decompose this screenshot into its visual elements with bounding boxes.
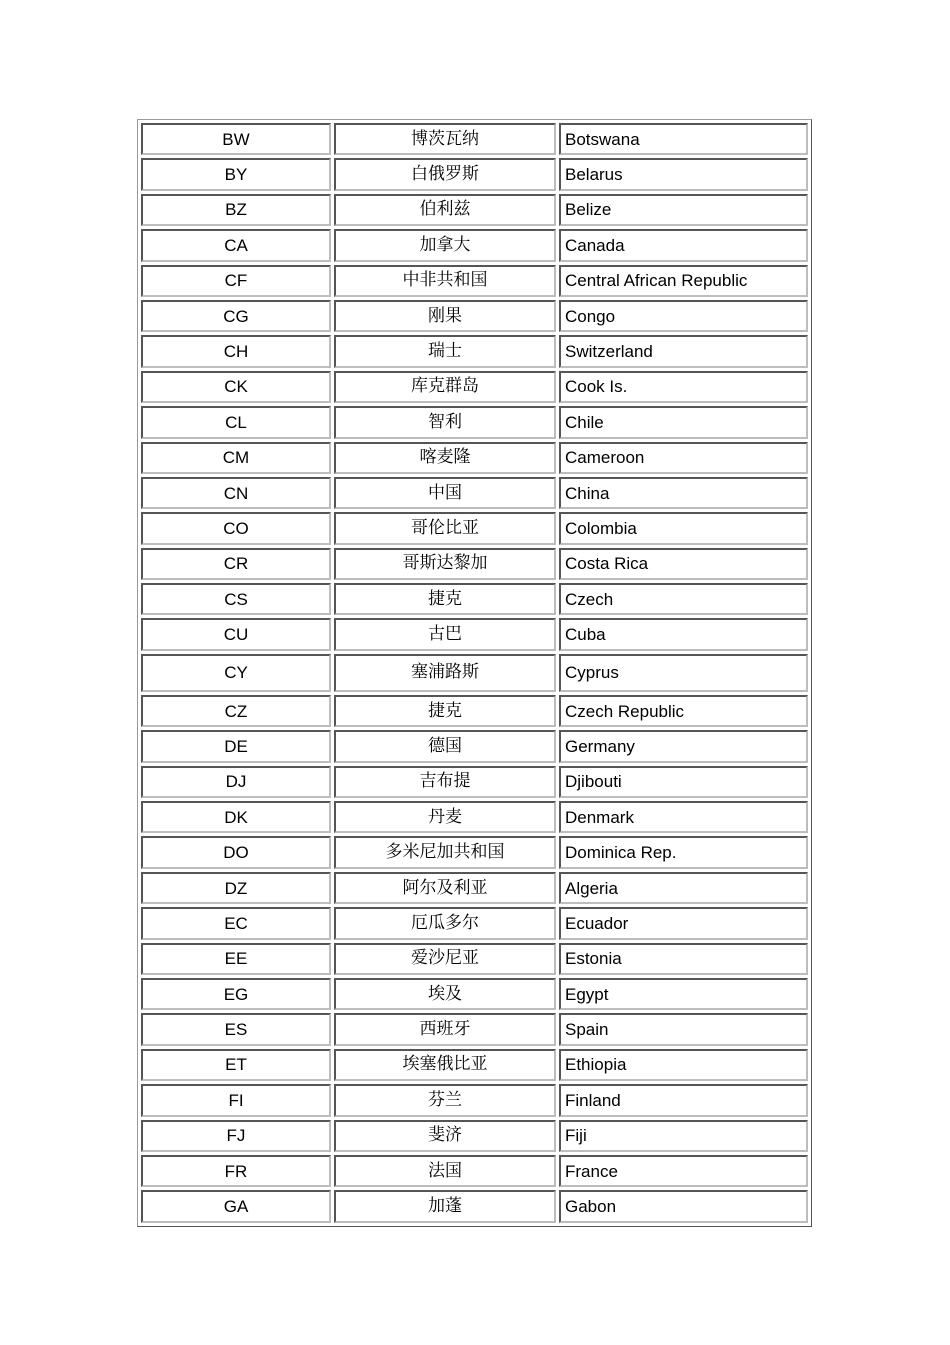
table-row [141,1155,808,1187]
chinese-name-cell: 哥斯达黎加 [334,548,556,580]
chinese-name-cell: 中国 [334,477,556,509]
english-name-cell: Costa Rica [559,548,808,580]
table-row [141,695,808,727]
table-row [141,1120,808,1152]
table-row [141,766,808,798]
table-row [141,907,808,939]
country-code-cell: BY [141,158,331,190]
english-name-cell: Algeria [559,872,808,904]
country-code-cell: FR [141,1155,331,1187]
table-body [141,123,808,1223]
english-name-cell: Ethiopia [559,1049,808,1081]
chinese-name-cell: 法国 [334,1155,556,1187]
table-row [141,836,808,868]
chinese-name-cell: 中非共和国 [334,265,556,297]
english-name-cell: Switzerland [559,335,808,367]
table-row [141,442,808,474]
chinese-name-cell: 库克群岛 [334,371,556,403]
table-row [141,512,808,544]
english-name-cell: Belize [559,194,808,226]
table-row [141,194,808,226]
table-row [141,477,808,509]
english-name-cell: Finland [559,1084,808,1116]
table-row [141,654,808,692]
table-row [141,730,808,762]
table-row [141,943,808,975]
country-code-cell: CH [141,335,331,367]
english-name-cell: Botswana [559,123,808,155]
english-name-cell: Egypt [559,978,808,1010]
english-name-cell: Cook Is. [559,371,808,403]
chinese-name-cell: 白俄罗斯 [334,158,556,190]
table-row [141,158,808,190]
chinese-name-cell: 瑞士 [334,335,556,367]
country-code-cell: CZ [141,695,331,727]
english-name-cell: Spain [559,1013,808,1045]
chinese-name-cell: 西班牙 [334,1013,556,1045]
country-code-cell: CM [141,442,331,474]
country-code-cell: CL [141,406,331,438]
english-name-cell: Ecuador [559,907,808,939]
english-name-cell: China [559,477,808,509]
english-name-cell: Cameroon [559,442,808,474]
country-code-cell: BZ [141,194,331,226]
english-name-cell: Congo [559,300,808,332]
english-name-cell: Canada [559,229,808,261]
table-row [141,265,808,297]
chinese-name-cell: 吉布提 [334,766,556,798]
chinese-name-cell: 芬兰 [334,1084,556,1116]
table-row [141,406,808,438]
country-code-cell: BW [141,123,331,155]
chinese-name-cell: 爱沙尼亚 [334,943,556,975]
chinese-name-cell: 喀麦隆 [334,442,556,474]
english-name-cell: Colombia [559,512,808,544]
chinese-name-cell: 德国 [334,730,556,762]
table-row [141,371,808,403]
country-code-cell: DE [141,730,331,762]
table-row [141,618,808,650]
chinese-name-cell: 捷克 [334,695,556,727]
country-code-cell: EE [141,943,331,975]
english-name-cell: Fiji [559,1120,808,1152]
chinese-name-cell: 厄瓜多尔 [334,907,556,939]
chinese-name-cell: 塞浦路斯 [334,654,556,692]
chinese-name-cell: 埃及 [334,978,556,1010]
table-row [141,872,808,904]
table-row [141,583,808,615]
country-code-cell: ET [141,1049,331,1081]
country-code-cell: CR [141,548,331,580]
table-row [141,978,808,1010]
chinese-name-cell: 捷克 [334,583,556,615]
country-code-table-frame [137,119,812,1227]
table-row [141,1190,808,1223]
chinese-name-cell: 加拿大 [334,229,556,261]
english-name-cell: France [559,1155,808,1187]
english-name-cell: Central African Republic [559,265,808,297]
country-code-cell: CS [141,583,331,615]
table-row [141,548,808,580]
country-code-cell: CG [141,300,331,332]
country-code-cell: CF [141,265,331,297]
table-row [141,300,808,332]
chinese-name-cell: 阿尔及利亚 [334,872,556,904]
table-row [141,1013,808,1045]
english-name-cell: Denmark [559,801,808,833]
english-name-cell: Czech [559,583,808,615]
table-row [141,801,808,833]
country-code-cell: DJ [141,766,331,798]
chinese-name-cell: 古巴 [334,618,556,650]
english-name-cell: Belarus [559,158,808,190]
english-name-cell: Czech Republic [559,695,808,727]
country-code-cell: CU [141,618,331,650]
chinese-name-cell: 刚果 [334,300,556,332]
english-name-cell: Gabon [559,1190,808,1223]
table-row [141,229,808,261]
table-row [141,1084,808,1116]
chinese-name-cell: 哥伦比亚 [334,512,556,544]
chinese-name-cell: 多米尼加共和国 [334,836,556,868]
country-code-cell: CN [141,477,331,509]
country-code-cell: ES [141,1013,331,1045]
country-code-cell: FJ [141,1120,331,1152]
country-code-cell: CO [141,512,331,544]
table-row [141,123,808,155]
table-row [141,1049,808,1081]
chinese-name-cell: 埃塞俄比亚 [334,1049,556,1081]
chinese-name-cell: 博茨瓦纳 [334,123,556,155]
country-code-cell: CK [141,371,331,403]
chinese-name-cell: 智利 [334,406,556,438]
country-code-cell: CA [141,229,331,261]
chinese-name-cell: 伯利兹 [334,194,556,226]
country-code-cell: FI [141,1084,331,1116]
chinese-name-cell: 斐济 [334,1120,556,1152]
english-name-cell: Dominica Rep. [559,836,808,868]
chinese-name-cell: 加蓬 [334,1190,556,1223]
country-code-cell: DZ [141,872,331,904]
table-row [141,335,808,367]
chinese-name-cell: 丹麦 [334,801,556,833]
country-code-cell: DK [141,801,331,833]
english-name-cell: Estonia [559,943,808,975]
country-code-cell: EC [141,907,331,939]
english-name-cell: Chile [559,406,808,438]
english-name-cell: Djibouti [559,766,808,798]
country-code-cell: EG [141,978,331,1010]
english-name-cell: Germany [559,730,808,762]
country-code-cell: DO [141,836,331,868]
english-name-cell: Cuba [559,618,808,650]
country-code-cell: GA [141,1190,331,1223]
english-name-cell: Cyprus [559,654,808,692]
country-code-cell: CY [141,654,331,692]
country-code-table [138,120,811,1226]
